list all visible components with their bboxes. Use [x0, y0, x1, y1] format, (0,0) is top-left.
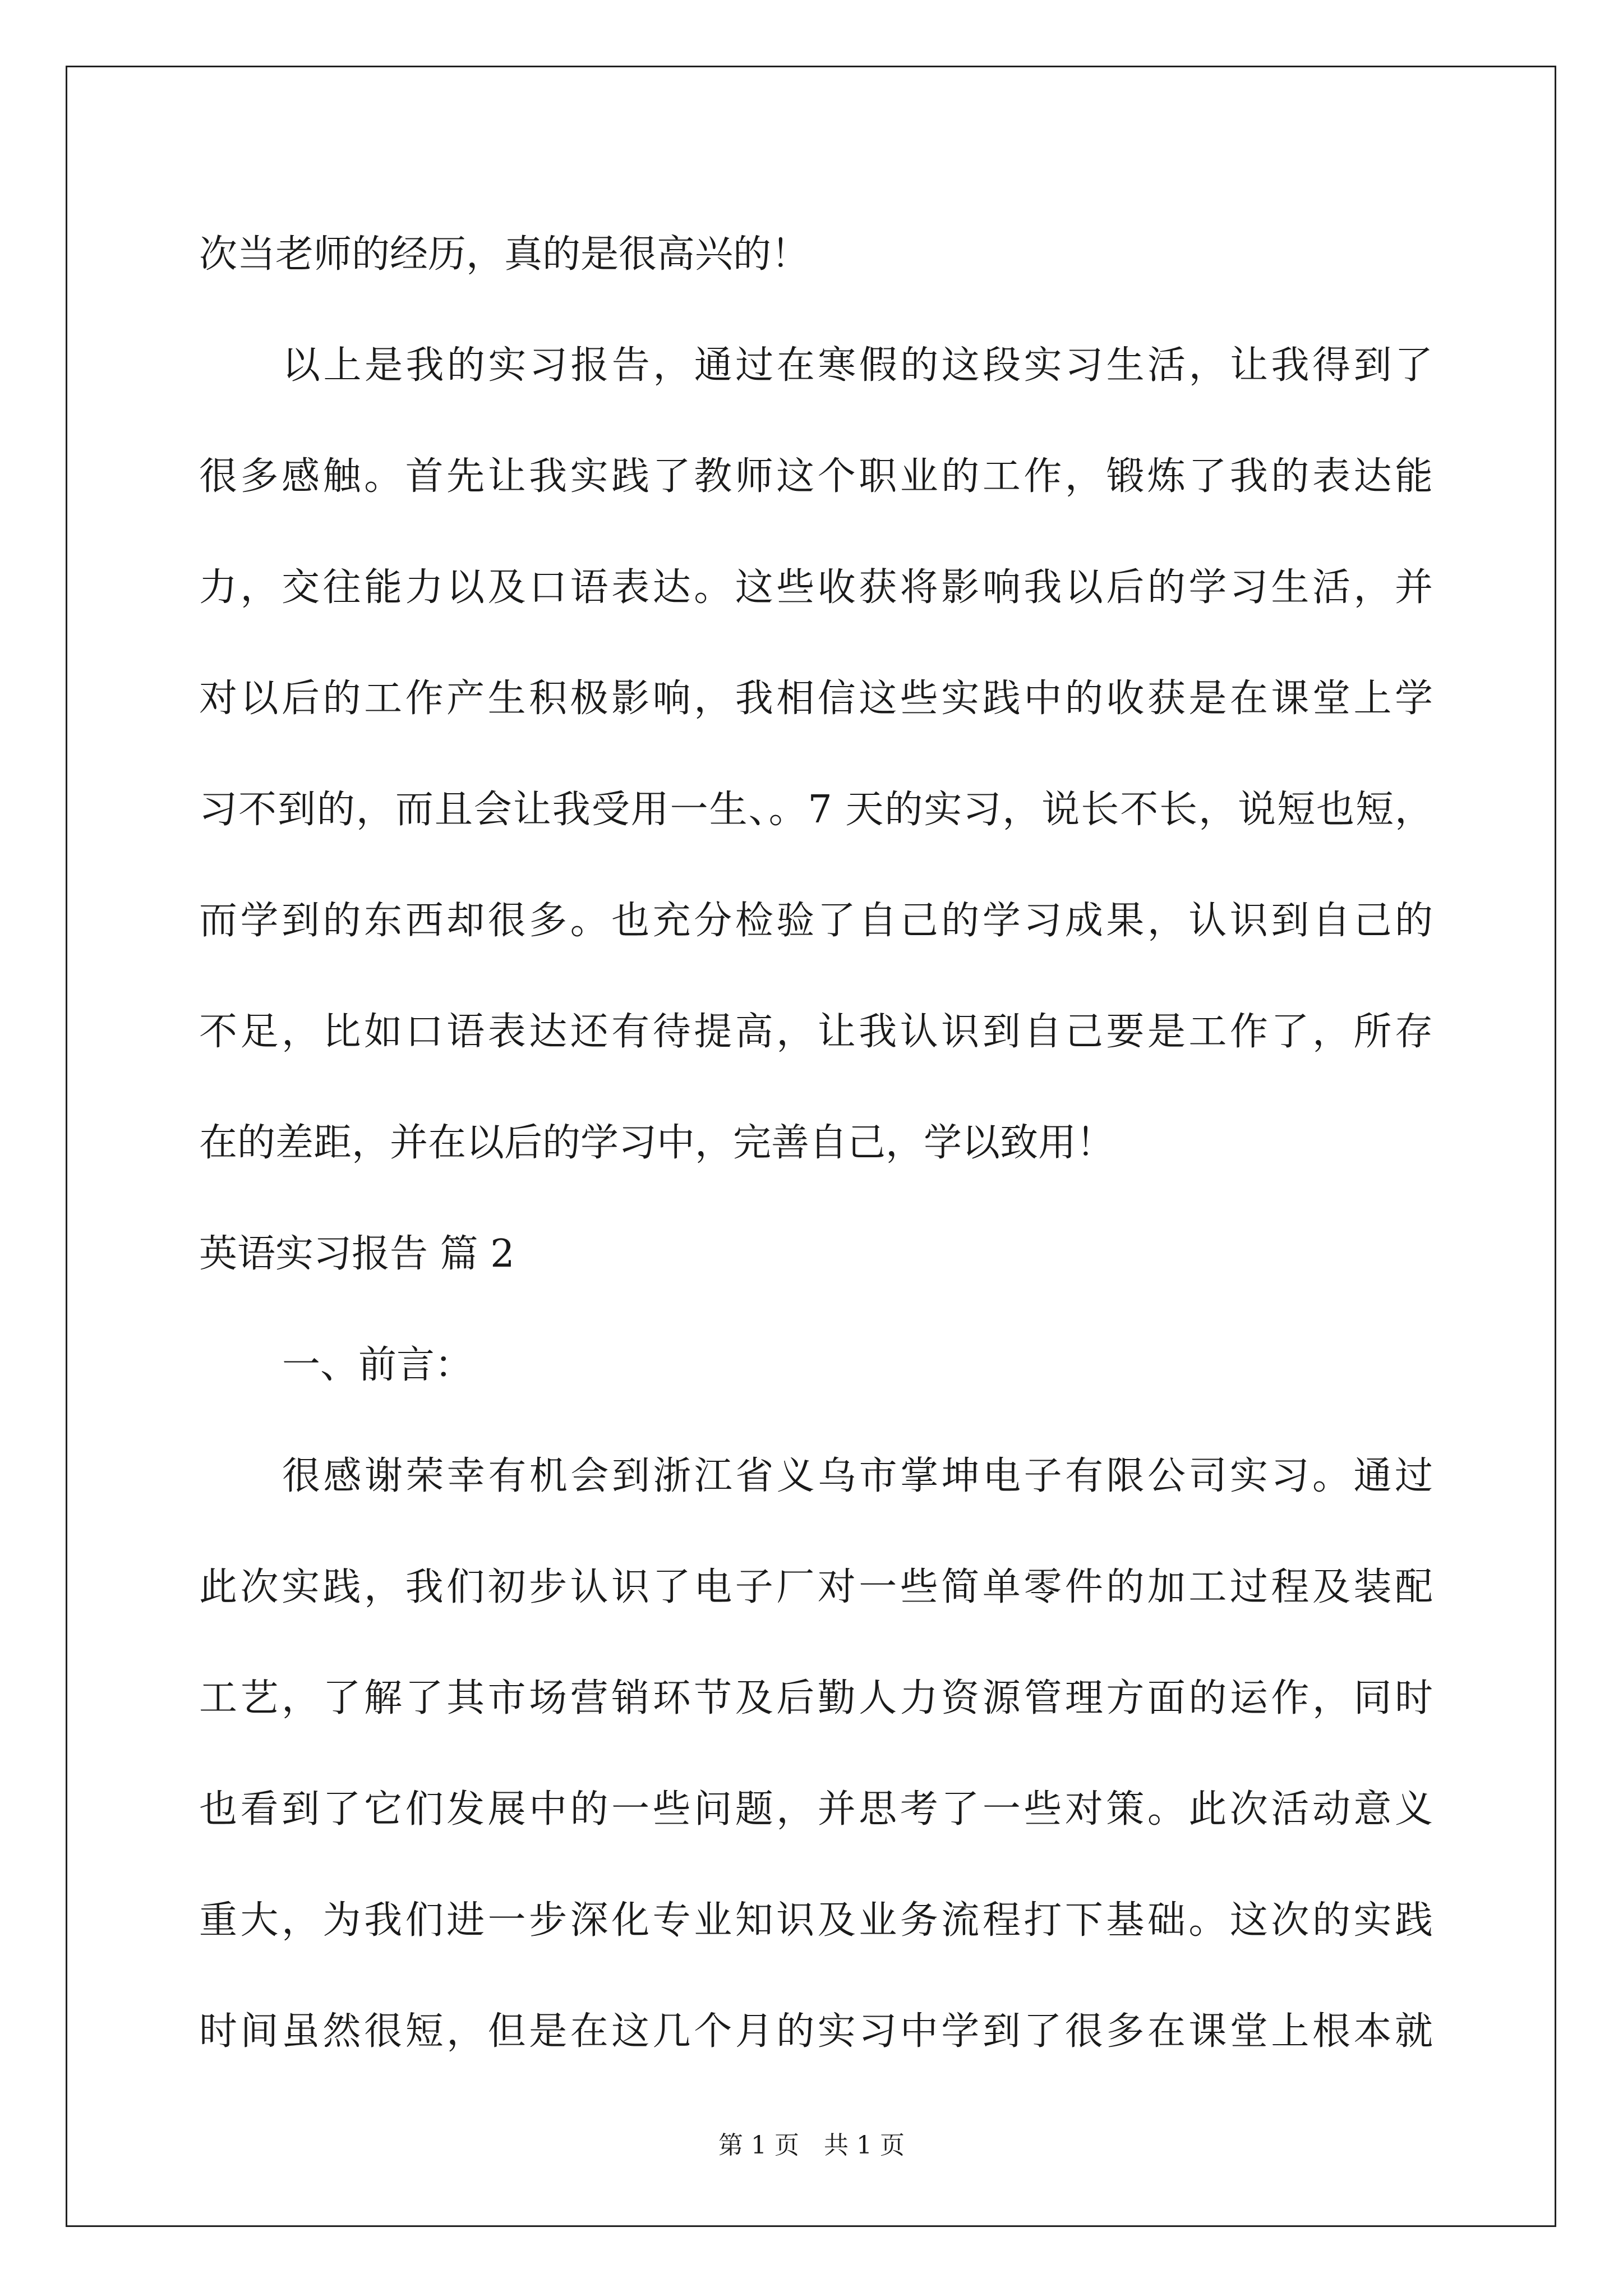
section-heading: 英语实习报告 篇 2	[199, 1232, 515, 1276]
text-line: 次当老师的经历，真的是很高兴的！	[199, 232, 810, 277]
text-line: 也看到了它们发展中的一些问题，并思考了一些对策。此次活动意义	[199, 1787, 1433, 1832]
page-total: 共 1 页	[824, 2131, 905, 2160]
text-line: 重大，为我们进一步深化专业知识及业务流程打下基础。这次的实践	[199, 1898, 1433, 1943]
text-line: 在的差距，并在以后的学习中，完善自己，学以致用！	[199, 1121, 1115, 1165]
text-line: 不足，比如口语表达还有待提高，让我认识到自己要是工作了，所存	[199, 1010, 1433, 1054]
text-line: 而学到的东西却很多。也充分检验了自己的学习成果，认识到自己的	[199, 899, 1433, 943]
page-number: 第 1 页	[718, 2131, 799, 2160]
text-line: 对以后的工作产生积极影响，我相信这些实践中的收获是在课堂上学	[199, 677, 1433, 721]
text-line: 时间虽然很短，但是在这几个月的实习中学到了很多在课堂上根本就	[199, 2009, 1433, 2054]
text-line: 习不到的，而且会让我受用一生、。7 天的实习，说长不长，说短也短，	[199, 788, 1433, 832]
text-line: 很多感触。首先让我实践了教师这个职业的工作，锻炼了我的表达能	[199, 454, 1433, 499]
text-line: 很感谢荣幸有机会到浙江省义乌市掌坤电子有限公司实习。通过	[282, 1454, 1433, 1498]
text-line: 以上是我的实习报告，通过在寒假的这段实习生活，让我得到了	[282, 343, 1433, 388]
document-body	[199, 199, 1433, 2087]
subsection-heading: 一、前言：	[282, 1343, 473, 1387]
page-footer	[0, 2129, 1623, 2162]
text-line: 工艺，了解了其市场营销环节及后勤人力资源管理方面的运作，同时	[199, 1676, 1433, 1720]
text-line: 力，交往能力以及口语表达。这些收获将影响我以后的学习生活，并	[199, 565, 1433, 610]
text-line: 此次实践，我们初步认识了电子厂对一些简单零件的加工过程及装配	[199, 1565, 1433, 1609]
